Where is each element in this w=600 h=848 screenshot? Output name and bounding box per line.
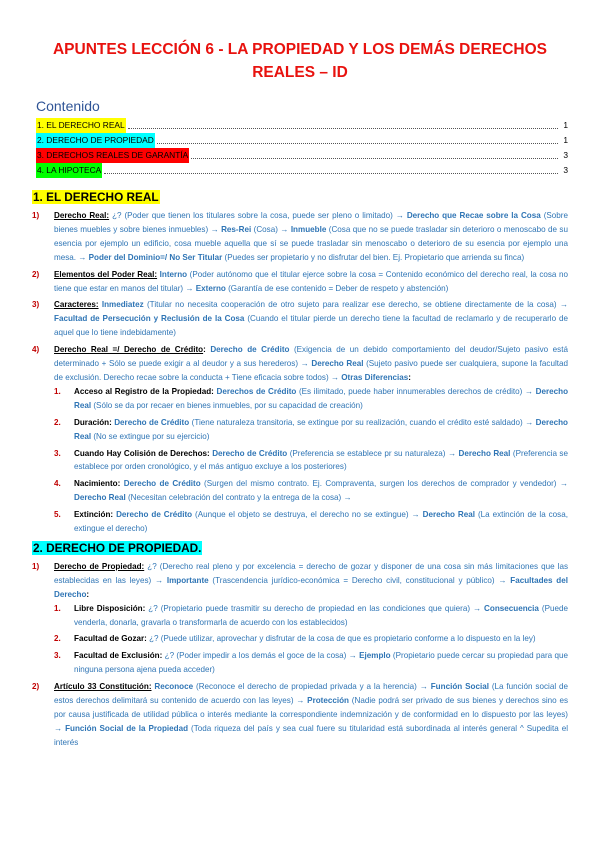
item-number: 2. xyxy=(54,417,61,427)
toc-entry[interactable] xyxy=(36,148,568,163)
item-number: 1) xyxy=(32,211,40,220)
item-number: 5. xyxy=(54,510,61,520)
table-of-contents xyxy=(32,98,568,178)
toc-entry[interactable] xyxy=(36,133,568,148)
item-text: Cuando Hay Colisión de Derechos: Derecho de Crédito (Preferencia se establece pr su naturaleza) → Derecho Real (Preferencia se establece por orden cronológico, y el más antiguo excluye a los posteriores) xyxy=(74,448,568,472)
section-heading: 2. DERECHO DE PROPIEDAD. xyxy=(33,540,202,555)
toc-entry-label[interactable]: 1. EL DERECHO REAL xyxy=(36,118,126,133)
item-text: Derecho Real: ¿? (Poder que tienen los titulares sobre la cosa, puede ser pleno o limitado) → Derecho que Recae sobre la Cosa (Sobre bienes muebles y sobre bienes inmuebles) → Res-Rei (Cosa) → Inmueble (Cosa que no se puede trasladar sin deterioro o menoscabo de su esencia por ejemplo un edificio, cosa mueble aquella que sí se puede trasladar sin menoscabo o deterioro de su esencia por ejemplo una mesa. → Poder del Dominio=/ No Ser Titular (Puedes ser propietario y no disfrutar del bien. Ej. Propietario que arrienda su finca) xyxy=(54,211,569,262)
item-text: Libre Disposición: ¿? (Propietario puede trasmitir su derecho de propiedad en las condiciones que quiera) → Consecuencia (Puede venderla, donarla, gravarla o transformarla de acuerdo con los establecidos) xyxy=(74,603,569,627)
list-item xyxy=(32,268,568,296)
item-number: 3. xyxy=(54,651,61,661)
item-number: 4) xyxy=(32,345,40,355)
section-heading: 1. EL DERECHO REAL xyxy=(33,190,159,204)
item-text: Artículo 33 Constitución: Reconoce (Reconoce el derecho de propiedad privada y a la herencia) → Función Social (La función social de estos derechos delimitará su contenido de acuerdo con las leyes) → Protección (Nadie podrá ser privado de sus bienes y derechos sino es por causa justificada de utilidad pública o interés mediante la correspondiente indemnización y de conformidad en lo dispuesto por las leyes) → Función Social de la Propiedad (Toda riqueza del país y sea cual fuere su titularidad está subordinada al interés general ^ Supedita el interés xyxy=(54,682,569,747)
list-item xyxy=(32,343,568,385)
toc-page-number: 3 xyxy=(563,165,568,175)
list-item xyxy=(32,680,568,750)
list-item xyxy=(32,209,568,265)
item-text: Duración: Derecho de Crédito (Tiene naturaleza transitoria, se extingue por su realización, cuando el crédito esté saldado) → Derecho Real (No se extingue por su ejercicio) xyxy=(74,417,568,441)
item-text: Elementos del Poder Real: Interno (Poder autónomo que el titular ejerce sobre la cosa = Contenido económico del derecho real, la cosa no tiene que estar en manos del titular) → Externo (Garantía de ese contenido = Deber de respeto y abstención) xyxy=(54,269,569,293)
toc-leader xyxy=(157,143,558,144)
sub-list-item xyxy=(54,508,568,536)
item-number: 3) xyxy=(32,300,40,310)
sub-list-item xyxy=(54,416,568,444)
toc-page-number: 3 xyxy=(563,150,568,160)
sub-list-item xyxy=(54,477,568,505)
item-text: Nacimiento: Derecho de Crédito (Surgen del mismo contrato. Ej. Compraventa, surgen los derechos de comprador y vendedor) → Derecho Real (Necesitan celebración del contrato y la entrega de la cosa) → xyxy=(74,479,568,503)
item-text: Facultad de Gozar: ¿? (Puede utilizar, aprovechar y disfrutar de la cosa de que es propietario conforme a lo dispuesto en la ley) xyxy=(74,634,536,644)
item-number: 4. xyxy=(54,479,61,489)
sub-list-item xyxy=(54,385,568,413)
list-item xyxy=(32,298,568,340)
item-text: Derecho de Propiedad: ¿? (Derecho real pleno y por excelencia = derecho de gozar y disponer de una cosa sin más limitaciones que las establecidas en las leyes) → Importante (Trascendencia jurídico-económica = Derecho civil, constitucional y público) → Facultades del Derecho: xyxy=(54,561,569,599)
toc-entry-label[interactable]: 2. DERECHO DE PROPIEDAD xyxy=(36,133,155,148)
toc-leader xyxy=(128,128,558,129)
toc-entry[interactable] xyxy=(36,118,568,133)
list-item xyxy=(32,560,568,602)
item-text: Acceso al Registro de la Propiedad: Derechos de Crédito (Es ilimitado, puede haber innumerables derechos de crédito) → Derecho Real (Sólo se da por recaer en bienes inmuebles, por su capacidad de creación) xyxy=(74,386,569,410)
toc-page-number: 1 xyxy=(563,120,568,130)
toc-page-number: 1 xyxy=(563,135,568,145)
item-text: Derecho Real =/ Derecho de Crédito: Derecho de Crédito (Exigencia de un debido comportamiento del deudor/Sujeto pasivo está determinado + Sólo se puede exigir a al deudor y a sus herederos) → Derecho Real (Sujeto pasivo puede ser cualquiera, supone la facultad de exclusión. Derecho recae sobre la conducta + Tiene eficacia sobre todos) → Otras Diferencias: xyxy=(54,345,569,382)
sub-list-item xyxy=(54,447,568,475)
item-number: 2) xyxy=(32,682,40,692)
toc-heading: Contenido xyxy=(36,98,100,114)
item-number: 1) xyxy=(32,561,40,571)
sub-list-item xyxy=(54,649,568,677)
item-number: 2) xyxy=(32,269,40,279)
document-title: APUNTES LECCIÓN 6 - LA PROPIEDAD Y LOS DEMÁS DERECHOS REALES – ID xyxy=(52,41,548,81)
toc-entry[interactable] xyxy=(36,163,568,178)
item-number: 1. xyxy=(54,386,61,396)
item-text: Caracteres: Inmediatez (Titular no necesita cooperación de otro sujeto para realizar ese derecho, se obtiene directamente de la cosa) → Facultad de Persecución y Reclusión de la Cosa (Cuando el titular pierde un derecho tiene la facultad de reclamarlo y de recuperarlo de aquel que lo tiene indebidamente) xyxy=(54,300,569,338)
toc-leader xyxy=(104,173,558,174)
item-number: 3. xyxy=(54,448,61,458)
item-text: Extinción: Derecho de Crédito (Aunque el objeto se destruya, el derecho no se extingue) → Derecho Real (La extinción de la cosa, extingue el derecho) xyxy=(74,510,568,534)
item-number: 2. xyxy=(54,634,61,644)
sub-list-item xyxy=(54,632,568,646)
item-text: Facultad de Exclusión: ¿? (Poder impedir a los demás el goce de la cosa) → Ejemplo (Propietario puede cercar su propiedad para que ninguna persona ajena pueda acceder) xyxy=(74,651,569,675)
toc-entry-label[interactable]: 4. LA HIPOTECA xyxy=(36,163,102,178)
item-number: 1. xyxy=(54,603,61,613)
toc-leader xyxy=(191,158,558,159)
sub-list-item xyxy=(54,602,568,630)
toc-entry-label[interactable]: 3. DERECHOS REALES DE GARANTÍA xyxy=(36,148,189,163)
